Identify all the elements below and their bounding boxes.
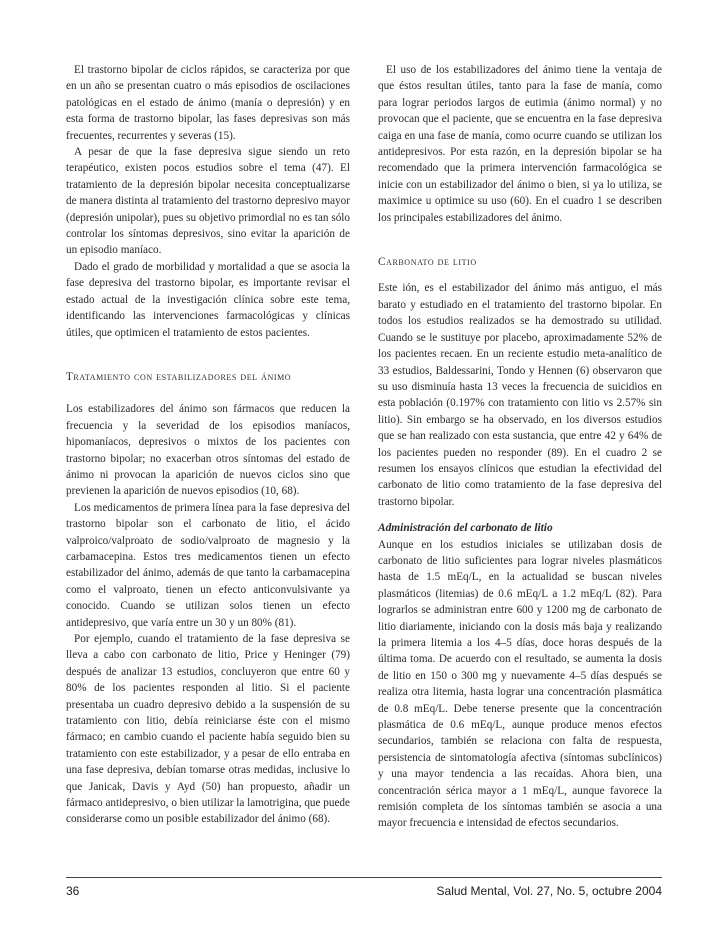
section-paragraph-1: Los estabilizadores del ánimo son fármacos que reducen la frecuencia y la severidad de los episodios maníacos, hipomaníacos, depresivos o mixtos de los pacientes con trastorno bipolar; no exacerban otros síntomas del estado de ánimo ni provocan la aparición de nuevos ciclos sino que previenen la aparición de nuevos episodios (10, 68). xyxy=(66,403,350,498)
section-title-tratamiento: Tratamiento con estabilizadores del ánimo xyxy=(66,370,292,383)
journal-reference: Salud Mental, Vol. 27, No. 5, octubre 2004 xyxy=(436,884,662,898)
right-intro-paragraph: El uso de los estabilizadores del ánimo tiene la ventaja de que éstos resultan útiles, tanto para la fase de manía, como para lograr periodos largos de eutimia (ánimo normal) y no provocan que el paciente, que se encuentra en la fase depresiva caiga en una fase de manía, como ocurre cuando se utilizan los antidepresivos. Por esta razón, en la depresión bipolar se ha recomendado que la primera intervención farmacológica se inicie con un estabilizador del ánimo o bien, si ya lo utiliza, se maximice u optimice su uso (60). En el cuadro 1 se describen los principales estabilizadores del ánimo. xyxy=(378,64,662,224)
administracion-paragraph: Aunque en los estudios iniciales se utilizaban dosis de carbonato de litio suficientes para lograr niveles plasmáticos hasta de 1.5 mEq/L, en la actualidad se buscan niveles plasmáticos (litemias) de 0.6 mEq/L a 1.2 mEq/L (82). Para lograrlos se administran entre 600 y 1200 mg de carbonato de litio diariamente, iniciando con la dosis más baja y realizando la primera litemia a los 4–5 días, doce horas después de la última toma. De acuerdo con el resultado, se aumenta la dosis de litio en 150 o 300 mg y nuevamente 4–5 días después se realiza otra litemia, hasta lograr una concentración plasmática de 0.8 mEq/L. Debe tenerse presente que la concentración plasmática de 0.6 mEq/L, aunque produce menos efectos secundarios, también se relaciona con falta de respuesta, persistencia de sintomatología afectiva (síntomas subclínicos) y una mayor tendencia a las recaídas. Ahora bien, una concentración sérica mayor a 1 mEq/L, aunque favorece la remisión completa de los síntomas también se asocia a una mayor frecuencia e intensidad de efectos secundarios. xyxy=(378,538,662,830)
section-paragraph-2: Los medicamentos de primera línea para la fase depresiva del trastorno bipolar son el carbonato de litio, el ácido valproico/valproato de sodio/valproato de magnesio y la carbamacepina. Estos tres medicamentos tienen un efecto estabilizador del ánimo, además de que tanto la carbamacepina como el valproato, tienen un efecto anticonvulsivante ya conocido. Cuando se utilizan solos tienen un efecto antidepresivo, que varía entre un 30 y un 80% (81). xyxy=(66,501,350,629)
intro-paragraph-3: Dado el grado de morbilidad y mortalidad a que se asocia la fase depresiva del trastorno bipolar, es importante revisar el estado actual de la investigación clínica sobre este tema, identificando las intervenciones farmacológicas y clínicas útiles, que optimicen el tratamiento de estos pacientes. xyxy=(66,260,350,339)
subsection-title-administracion: Administración del carbonato de litio xyxy=(378,522,553,535)
intro-paragraph-2: A pesar de que la fase depresiva sigue siendo un reto terapéutico, existen pocos estudios sobre el tema (47). El tratamiento de la depresión bipolar necesita conceptualizarse de manera distinta al tratamiento del trastorno depresivo mayor (depresión unipolar), pues su objetivo primordial no es tan sólo controlar los síntomas depresivos, sino evitar la aparición de un episodio maníaco. xyxy=(66,146,350,257)
right-column xyxy=(378,62,662,832)
section-title-carbonato: Carbonato de litio xyxy=(378,256,477,269)
section-paragraph-3: Por ejemplo, cuando el tratamiento de la fase depresiva se lleva a cabo con carbonato de litio, Price y Heninger (79) después de analizar 13 estudios, concluyeron que entre 60 y 80% de los pacientes responden al litio. Si el paciente presentaba un cuadro depresivo debido a la suspensión de su tratamiento con litio, debía reiniciarse éste con el mismo fármaco; en cambio cuando el paciente había seguido bien su tratamiento con este estabilizador, y a pesar de ello entraba en una fase depresiva, debían tomarse otras medidas, inclusive lo que Janicak, Davis y Ayd (50) han propuesto, añadir un fármaco antidepresivo, o bien utilizar la lamotrigina, que puede considerarse como un posible estabilizador del ánimo (68). xyxy=(66,633,350,826)
page-number: 36 xyxy=(66,884,80,898)
carbonato-paragraph: Este ión, es el estabilizador del ánimo más antiguo, el más barato y estudiado en el tratamiento del trastorno bipolar. En todos los estudios realizados se ha demostrado su utilidad. Cuando se le sustituye por placebo, aproximadamente 52% de los pacientes recaen. En un reciente estudio meta-analítico de 33 estudios, Baldessarini, Tondo y Hennen (6) observaron que su uso disminuía hasta 13 veces la frecuencia de suicidios en esta población (0.197% con tratamiento con litio vs 2.57% sin litio). Sin embargo se ha observado, en los diversos estudios que se han realizado con esta sustancia, que entre 42 y 64% de los pacientes pueden no responder (89). En el cuadro 2 se resumen los ensayos clínicos que estudian la efectividad del carbonato de litio como tratamiento de la fase depresiva del trastorno bipolar. xyxy=(378,282,662,508)
left-column xyxy=(66,62,350,828)
intro-paragraph-1: El trastorno bipolar de ciclos rápidos, se caracteriza por que en un año se presentan cuatro o más episodios de oscilaciones patológicas en el estado de ánimo (manía o depresión) y en esta forma de trastorno bipolar, las fases depresivas son más frecuentes, recurrentes y severas (15). xyxy=(66,64,350,142)
footer-divider xyxy=(66,877,662,878)
